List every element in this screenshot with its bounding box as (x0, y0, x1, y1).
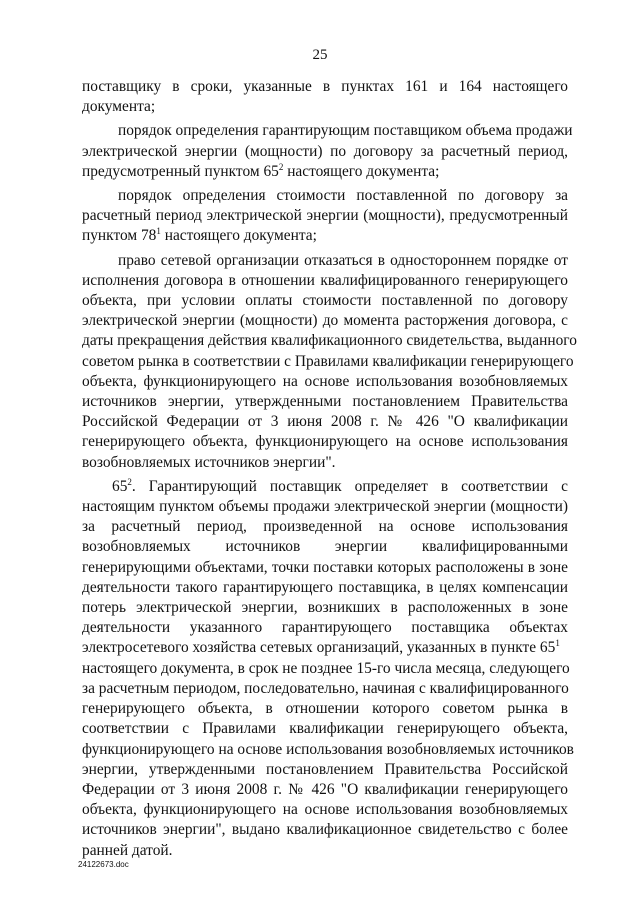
paragraph-5 (82, 476, 574, 861)
paragraph-3 (82, 186, 568, 247)
text-line (82, 477, 568, 497)
text-line: документа; (82, 98, 156, 116)
text-run: электросетевого хозяйства сетевых организаций, указанных в пункте 65 (82, 639, 556, 657)
paragraph-1 (82, 77, 568, 117)
text-line (82, 162, 568, 182)
text-line: Российской Федерации от 3 июня 2008 г. № 426 "О квалификации (82, 413, 568, 431)
text-line: источников энергии", выдано квалификационное свидетельство с более (82, 821, 568, 839)
text-line: исполнения договора в отношении квалифицированного генерирующего (82, 271, 568, 289)
text-line (82, 226, 568, 246)
text-line: объекта, функционирующего на основе использования возобновляемых (82, 801, 568, 819)
document-filename: 24122673.doc (78, 860, 129, 869)
superscript: 1 (555, 638, 560, 649)
text-line: поставщику в сроки, указанные в пунктах 161 и 164 настоящего (82, 78, 568, 95)
text-line: генерирующими объектами, точки поставки которых расположены в зоне (82, 558, 568, 576)
text-line: ранней датой. (82, 841, 173, 859)
text-line: потерь электрической энергии, возникших в расположенных в зоне (82, 599, 568, 617)
text-line: электрической энергии (мощности) по договору за расчетный период, (82, 142, 568, 160)
text-line: функционирующего на основе использования возобновляемых источников (82, 740, 574, 758)
text-line: генерирующего объекта, функционирующего на основе использования (82, 433, 568, 451)
text-line: порядок определения стоимости поставленной по договору за (118, 187, 568, 205)
text-run: . Гарантирующий поставщик определяет в соответствии с (131, 477, 568, 495)
superscript: 2 (127, 476, 132, 487)
text-line: право сетевой организации отказаться в одностороннем порядке от (118, 251, 568, 269)
text-line: советом рынка в соответствии с Правилами квалификации генерирующего (82, 352, 574, 370)
text-line: деятельности такого гарантирующего поставщика, в целях компенсации (82, 578, 568, 596)
text-line: объекта, функционирующего на основе использования возобновляемых (82, 372, 568, 390)
text-line: источников энергии, утвержденными постановлением Правительства (82, 393, 568, 411)
text-line (82, 638, 568, 658)
paragraph-2 (82, 121, 573, 182)
page-number: 25 (312, 47, 328, 63)
text-run: настоящего документа; (283, 162, 440, 180)
text-run: 65 (112, 477, 128, 495)
text-line: соответствии с Правилами квалификации генерирующего объекта, (82, 720, 568, 738)
text-line: электрической энергии (мощности) до момента расторжения договора, с (82, 312, 568, 330)
superscript: 1 (156, 226, 161, 237)
text-line: за расчетным периодом, последовательно, начиная с квалифицированного (82, 679, 569, 697)
text-line: за расчетный период, произведенной на основе использования (82, 518, 568, 536)
text-line: возобновляемых источников энергии". (82, 453, 336, 471)
text-line: расчетный период электрической энергии (мощности), предусмотренный (82, 207, 568, 225)
text-line: возобновляемых источников энергии квалифицированными (82, 538, 568, 556)
text-line: деятельности указанного гарантирующего поставщика объектах (82, 619, 568, 637)
paragraph-4 (82, 251, 577, 473)
text-run: настоящего документа; (160, 227, 317, 245)
text-line: даты прекращения действия квалификационного свидетельства, выданного (82, 332, 577, 350)
text-run: пунктом 78 (82, 227, 157, 245)
text-line: настоящего документа, в срок не позднее 15-го числа месяца, следующего (82, 659, 570, 677)
text-line: порядок определения гарантирующим поставщиком объема продажи (118, 122, 573, 140)
text-line: генерирующего объекта, в отношении которого советом рынка в (82, 700, 568, 718)
document-body (82, 77, 577, 861)
text-line: объекта, при условии оплаты стоимости поставленной по договору (82, 292, 568, 310)
text-line: настоящим пунктом объемы продажи электрической энергии (мощности) (82, 498, 568, 516)
superscript: 2 (278, 161, 284, 172)
text-run: предусмотренный пунктом 65 (82, 162, 279, 180)
text-line: энергии, утвержденными постановлением Правительства Российской (82, 760, 568, 778)
text-line: Федерации от 3 июня 2008 г. № 426 "О квалификации генерирующего (82, 780, 568, 798)
